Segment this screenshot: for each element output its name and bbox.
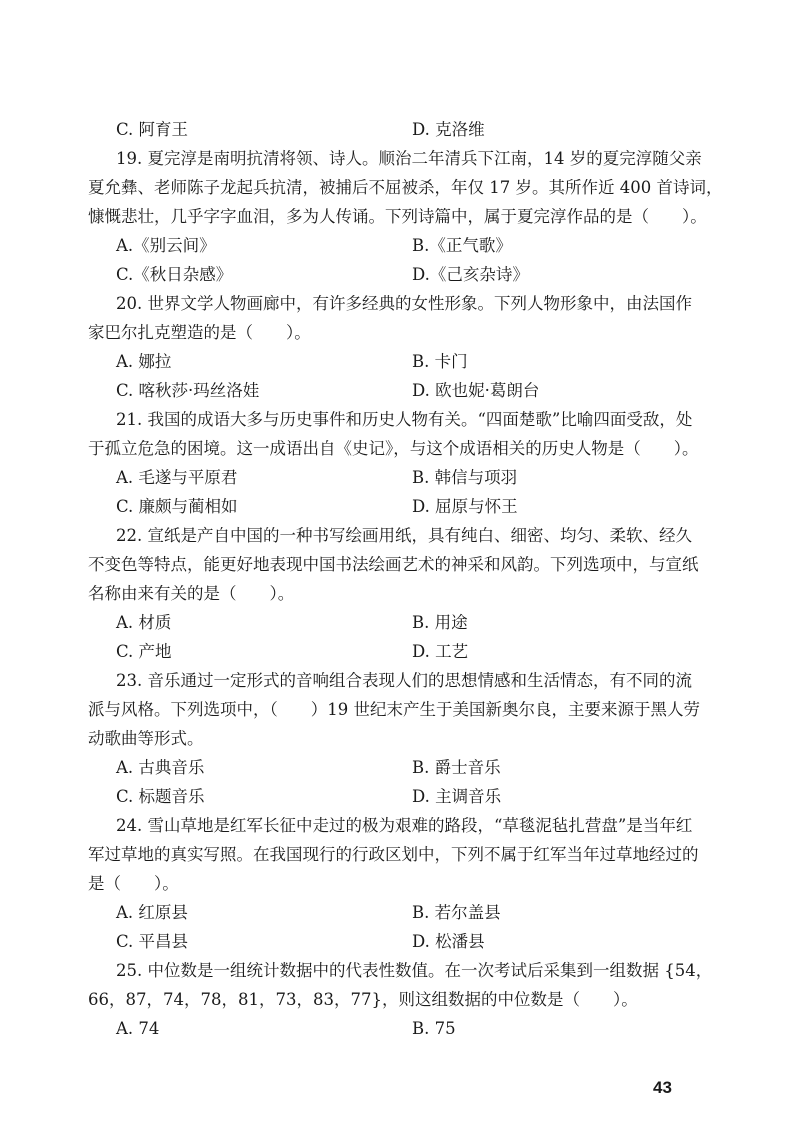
question-21-line-1: 21. 我国的成语大多与历史事件和历史人物有关。“四面楚歌”比喻四面受敌，处	[116, 410, 693, 429]
question-21-option-c: C. 廉颇与蔺相如	[116, 497, 238, 516]
question-24-option-d: D. 松潘县	[412, 932, 485, 951]
question-19-line-3: 慷慨悲壮，几乎字字血泪，多为人传诵。下列诗篇中，属于夏完淳作品的是（ ）。	[88, 207, 707, 226]
question-23-option-d: D. 主调音乐	[412, 787, 502, 806]
question-23-line-3: 动歌曲等形式。	[88, 729, 204, 748]
question-24-line-1: 24. 雪山草地是红军长征中走过的极为艰难的路段，“草毯泥毡扎营盘”是当年红	[116, 816, 693, 835]
question-20-option-c: C. 喀秋莎·玛丝洛娃	[116, 381, 260, 400]
question-20-option-b: B. 卡门	[412, 352, 468, 371]
question-22-option-d: D. 工艺	[412, 642, 469, 661]
question-19-line-1: 19. 夏完淳是南明抗清将领、诗人。顺治二年清兵下江南，14 岁的夏完淳随父亲	[116, 149, 702, 168]
question-20-line-2: 家巴尔扎克塑造的是（ ）。	[88, 323, 311, 342]
question-19-option-d: D.《己亥杂诗》	[412, 265, 529, 284]
question-20-option-a: A. 娜拉	[116, 352, 172, 371]
option-d-prev: D. 克洛维	[412, 120, 485, 139]
question-24-option-a: A. 红原县	[116, 903, 188, 922]
question-25-line-2: 66，87，74，78，81，73，83，77}，则这组数据的中位数是（ ）。	[88, 990, 638, 1009]
question-22-line-2: 不变色等特点，能更好地表现中国书法绘画艺术的神采和风韵。下列选项中，与宣纸	[88, 555, 699, 574]
question-21-line-2: 于孤立危急的困境。这一成语出自《史记》，与这个成语相关的历史人物是（ ）。	[88, 439, 699, 458]
question-23-line-2: 派与风格。下列选项中，（ ）19 世纪末产生于美国新奥尔良，主要来源于黑人劳	[88, 700, 700, 719]
question-24-line-2: 军过草地的真实写照。在我国现行的行政区划中，下列不属于红军当年过草地经过的	[88, 845, 699, 864]
question-20-option-d: D. 欧也妮·葛朗台	[412, 381, 540, 400]
question-24-option-c: C. 平昌县	[116, 932, 189, 951]
option-c-prev: C. 阿育王	[116, 120, 189, 139]
question-23-line-1: 23. 音乐通过一定形式的音响组合表现人们的思想情感和生活情态，有不同的流	[116, 671, 692, 690]
question-22-option-c: C. 产地	[116, 642, 172, 661]
question-19-option-a: A.《别云间》	[116, 236, 216, 255]
question-23-option-c: C. 标题音乐	[116, 787, 205, 806]
question-22-line-3: 名称由来有关的是（ ）。	[88, 584, 295, 603]
question-21-option-d: D. 屈原与怀王	[412, 497, 518, 516]
question-25-option-b: B. 75	[412, 1019, 456, 1038]
question-19-line-2: 夏允彝、老师陈子龙起兵抗清，被捕后不屈被杀，年仅 17 岁。其所作近 400 首诗词，	[88, 178, 723, 197]
question-21-option-a: A. 毛遂与平原君	[116, 468, 238, 487]
question-24-line-3: 是（ ）。	[88, 874, 179, 893]
question-25-line-1: 25. 中位数是一组统计数据中的代表性数值。在一次考试后采集到一组数据 {54，	[116, 961, 713, 980]
question-23-option-a: A. 古典音乐	[116, 758, 205, 777]
question-22-option-b: B. 用途	[412, 613, 468, 632]
question-24-option-b: B. 若尔盖县	[412, 903, 501, 922]
question-22-option-a: A. 材质	[116, 613, 172, 632]
page-number: 43	[653, 1078, 672, 1097]
question-22-line-1: 22. 宣纸是产自中国的一种书写绘画用纸，具有纯白、细密、均匀、柔软、经久	[116, 526, 692, 545]
question-23-option-b: B. 爵士音乐	[412, 758, 501, 777]
question-25-option-a: A. 74	[116, 1019, 160, 1038]
question-19-option-b: B.《正气歌》	[412, 236, 512, 255]
question-20-line-1: 20. 世界文学人物画廊中，有许多经典的女性形象。下列人物形象中，由法国作	[116, 294, 692, 313]
question-21-option-b: B. 韩信与项羽	[412, 468, 518, 487]
question-19-option-c: C.《秋日杂感》	[116, 265, 233, 284]
